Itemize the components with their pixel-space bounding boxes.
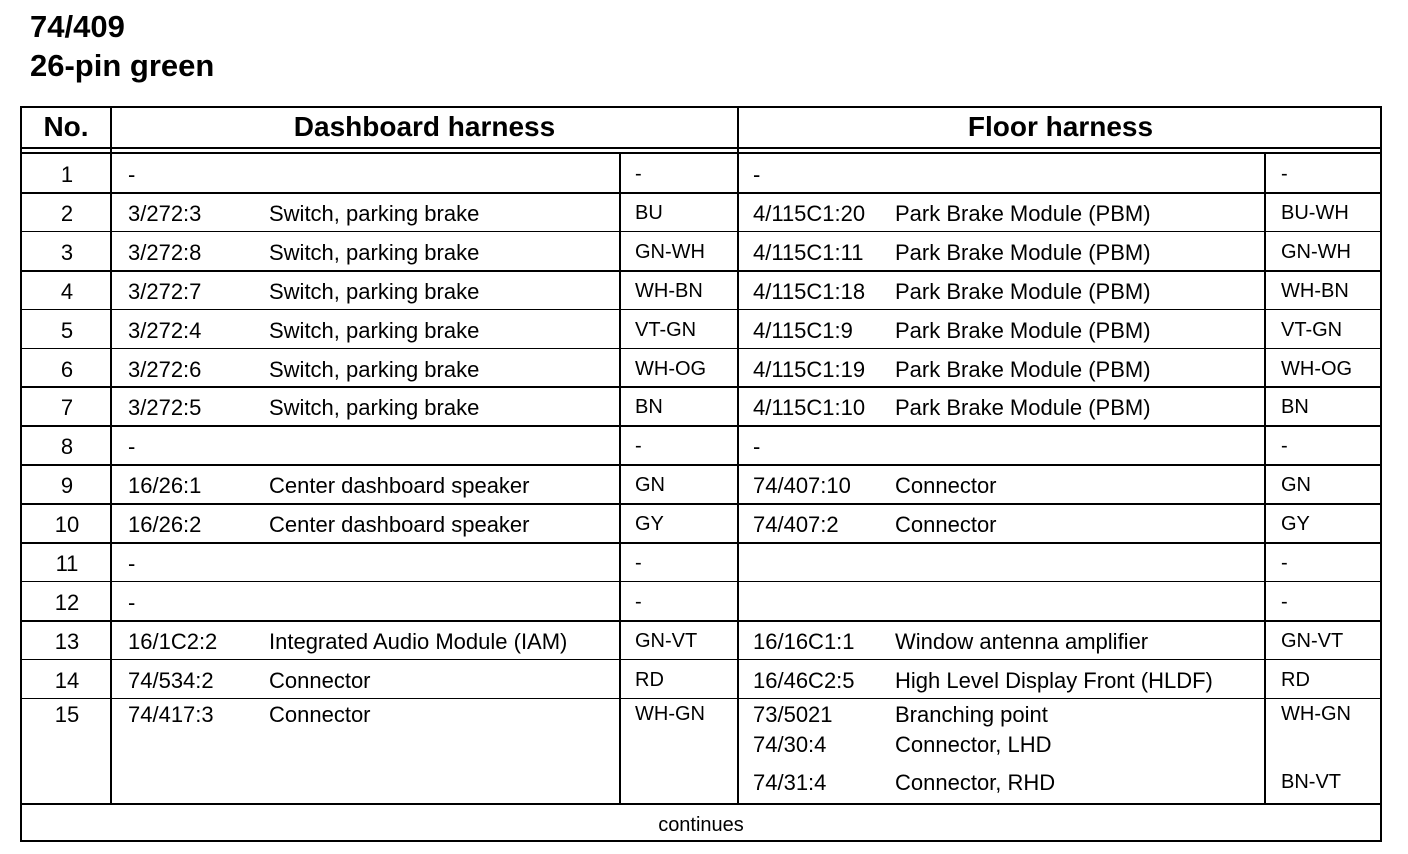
row-5-dash-desc: Switch, parking brake: [269, 317, 480, 343]
row-2-dash-ref: 3/272:3: [128, 200, 202, 226]
row-1-floor-ref: -: [753, 162, 761, 187]
row-15-floor-ref-3: 74/31:4: [753, 770, 827, 795]
row-9-floor-ref: 74/407:10: [753, 473, 851, 499]
row-11-no: 11: [55, 551, 79, 576]
row-4-dash-color: WH-BN: [635, 279, 703, 302]
row-9-dash-desc: Center dashboard speaker: [269, 473, 530, 499]
row-9-floor-desc: Connector: [895, 473, 997, 499]
row-15-floor-desc-3: Connector, RHD: [895, 770, 1056, 795]
row-7-floor-color: BN: [1281, 396, 1309, 419]
row-2-floor-ref: 4/115C1:20: [753, 200, 866, 226]
row-9-floor-color: GN: [1281, 474, 1311, 497]
row-3-no: 3: [60, 239, 74, 265]
header-no: No.: [43, 111, 89, 142]
row-10-dash-color: GY: [635, 513, 664, 536]
row-14-floor-ref: 16/46C2:5: [753, 667, 855, 693]
row-15-floor-desc-2: Connector, LHD: [895, 732, 1052, 757]
row-14-dash-desc: Connector: [269, 667, 371, 693]
row-3-dash-desc: Switch, parking brake: [269, 239, 480, 265]
row-6-dash-ref: 3/272:6: [128, 356, 202, 382]
row-9-no: 9: [60, 473, 74, 499]
row-15-floor-ref-2: 74/30:4: [753, 732, 827, 757]
row-8-floor-ref: -: [753, 434, 761, 460]
row-5-rule: [22, 348, 1380, 350]
divider-floor-color: [1264, 154, 1266, 803]
row-3-floor-desc: Park Brake Module (PBM): [895, 239, 1151, 265]
row-13-no: 13: [54, 628, 80, 654]
row-2-rule: [22, 231, 1380, 233]
row-15-floor-color-3: BN-VT: [1281, 771, 1341, 793]
row-14-rule: [22, 698, 1380, 700]
row-4-floor-desc: Park Brake Module (PBM): [895, 278, 1151, 304]
row-12-no: 12: [54, 589, 80, 615]
row-11-rule: [22, 581, 1380, 583]
row-6-rule: [22, 386, 1380, 388]
row-7-dash-color: BN: [635, 396, 663, 419]
continues-note: continues: [658, 814, 744, 836]
row-4-dash-ref: 3/272:7: [128, 278, 202, 304]
row-13-dash-desc: Integrated Audio Module (IAM): [269, 628, 568, 654]
row-7-dash-desc: Switch, parking brake: [269, 395, 480, 421]
row-1-no: 1: [60, 162, 74, 187]
header-rule-bottom: [22, 152, 1380, 154]
row-9-dash-color: GN: [635, 474, 665, 497]
row-7-dash-ref: 3/272:5: [128, 395, 202, 421]
row-4-rule: [22, 309, 1380, 311]
row-10-rule: [22, 542, 1380, 544]
row-10-dash-desc: Center dashboard speaker: [269, 512, 530, 538]
row-4-floor-color: WH-BN: [1281, 279, 1349, 302]
footer-rule: [22, 803, 1380, 805]
row-8-floor-color: -: [1281, 435, 1288, 458]
row-11-floor-color: -: [1281, 552, 1288, 574]
row-13-floor-desc: Window antenna amplifier: [895, 628, 1149, 654]
row-12-dash-color: -: [635, 590, 642, 613]
row-15-floor-color-1: WH-GN: [1281, 703, 1351, 725]
row-1-floor-color: -: [1281, 163, 1288, 185]
row-12-floor-color: -: [1281, 590, 1288, 613]
row-13-dash-ref: 16/1C2:2: [128, 628, 218, 654]
connector-description: 26-pin green: [30, 48, 215, 83]
row-7-rule: [22, 425, 1380, 427]
row-1-dash-ref: -: [128, 162, 136, 187]
row-8-dash-ref: -: [128, 434, 136, 460]
row-2-dash-color: BU: [635, 201, 663, 224]
divider-dash-color: [619, 154, 621, 803]
row-6-floor-ref: 4/115C1:19: [753, 356, 866, 382]
row-5-floor-desc: Park Brake Module (PBM): [895, 317, 1151, 343]
row-3-floor-color: GN-WH: [1281, 240, 1351, 263]
row-9-rule: [22, 503, 1380, 505]
row-2-floor-desc: Park Brake Module (PBM): [895, 200, 1151, 226]
row-2-dash-desc: Switch, parking brake: [269, 200, 480, 226]
row-1-dash-color: -: [635, 163, 642, 185]
row-6-dash-desc: Switch, parking brake: [269, 356, 480, 382]
row-7-floor-ref: 4/115C1:10: [753, 395, 866, 421]
row-4-no: 4: [60, 278, 74, 304]
row-13-rule: [22, 659, 1380, 661]
row-9-dash-ref: 16/26:1: [128, 473, 202, 499]
row-3-floor-ref: 4/115C1:11: [753, 239, 864, 265]
header-floor: Floor harness: [967, 111, 1154, 142]
row-8-dash-color: -: [635, 435, 642, 458]
row-15-dash-color: WH-GN: [635, 703, 705, 725]
row-3-dash-ref: 3/272:8: [128, 239, 202, 265]
row-8-rule: [22, 464, 1380, 466]
row-14-no: 14: [54, 667, 80, 693]
row-3-rule: [22, 270, 1380, 272]
row-8-no: 8: [60, 434, 74, 460]
row-2-floor-color: BU-WH: [1281, 201, 1349, 224]
row-11-dash-ref: -: [128, 551, 136, 576]
row-14-dash-color: RD: [635, 668, 664, 691]
header-rule-top: [22, 147, 1380, 149]
row-6-floor-color: WH-OG: [1281, 357, 1353, 380]
row-15-no: 15: [54, 702, 80, 727]
row-5-dash-color: VT-GN: [635, 318, 697, 341]
row-5-floor-ref: 4/115C1:9: [753, 317, 853, 343]
row-5-no: 5: [60, 317, 74, 343]
row-12-dash-ref: -: [128, 589, 136, 615]
row-15-dash-desc: Connector: [269, 702, 371, 727]
row-4-floor-ref: 4/115C1:18: [753, 278, 866, 304]
row-5-dash-ref: 3/272:4: [128, 317, 202, 343]
row-13-dash-color: GN-VT: [635, 629, 698, 652]
row-13-floor-ref: 16/16C1:1: [753, 628, 855, 654]
row-5-floor-color: VT-GN: [1281, 318, 1343, 341]
header-dashboard: Dashboard harness: [293, 111, 556, 142]
row-10-dash-ref: 16/26:2: [128, 512, 202, 538]
row-14-floor-color: RD: [1281, 668, 1310, 691]
row-10-floor-ref: 74/407:2: [753, 512, 839, 538]
row-3-dash-color: GN-WH: [635, 240, 705, 263]
row-4-dash-desc: Switch, parking brake: [269, 278, 480, 304]
row-7-no: 7: [60, 395, 74, 421]
pinout-table: [20, 106, 1382, 842]
row-10-no: 10: [54, 512, 80, 538]
row-15-floor-desc-1: Branching point: [895, 702, 1048, 727]
row-14-floor-desc: High Level Display Front (HLDF): [895, 667, 1213, 693]
row-11-dash-color: -: [635, 552, 642, 574]
row-7-floor-desc: Park Brake Module (PBM): [895, 395, 1151, 421]
connector-code: 74/409: [30, 9, 125, 44]
row-10-floor-desc: Connector: [895, 512, 997, 538]
row-10-floor-color: GY: [1281, 513, 1310, 536]
row-13-floor-color: GN-VT: [1281, 629, 1344, 652]
row-12-rule: [22, 620, 1380, 622]
row-6-floor-desc: Park Brake Module (PBM): [895, 356, 1151, 382]
row-14-dash-ref: 74/534:2: [128, 667, 214, 693]
row-6-no: 6: [60, 356, 74, 382]
row-6-dash-color: WH-OG: [635, 357, 707, 380]
row-2-no: 2: [60, 200, 74, 226]
row-15-floor-ref-1: 73/5021: [753, 702, 833, 727]
row-15-dash-ref: 74/417:3: [128, 702, 214, 727]
row-1-rule: [22, 192, 1380, 194]
